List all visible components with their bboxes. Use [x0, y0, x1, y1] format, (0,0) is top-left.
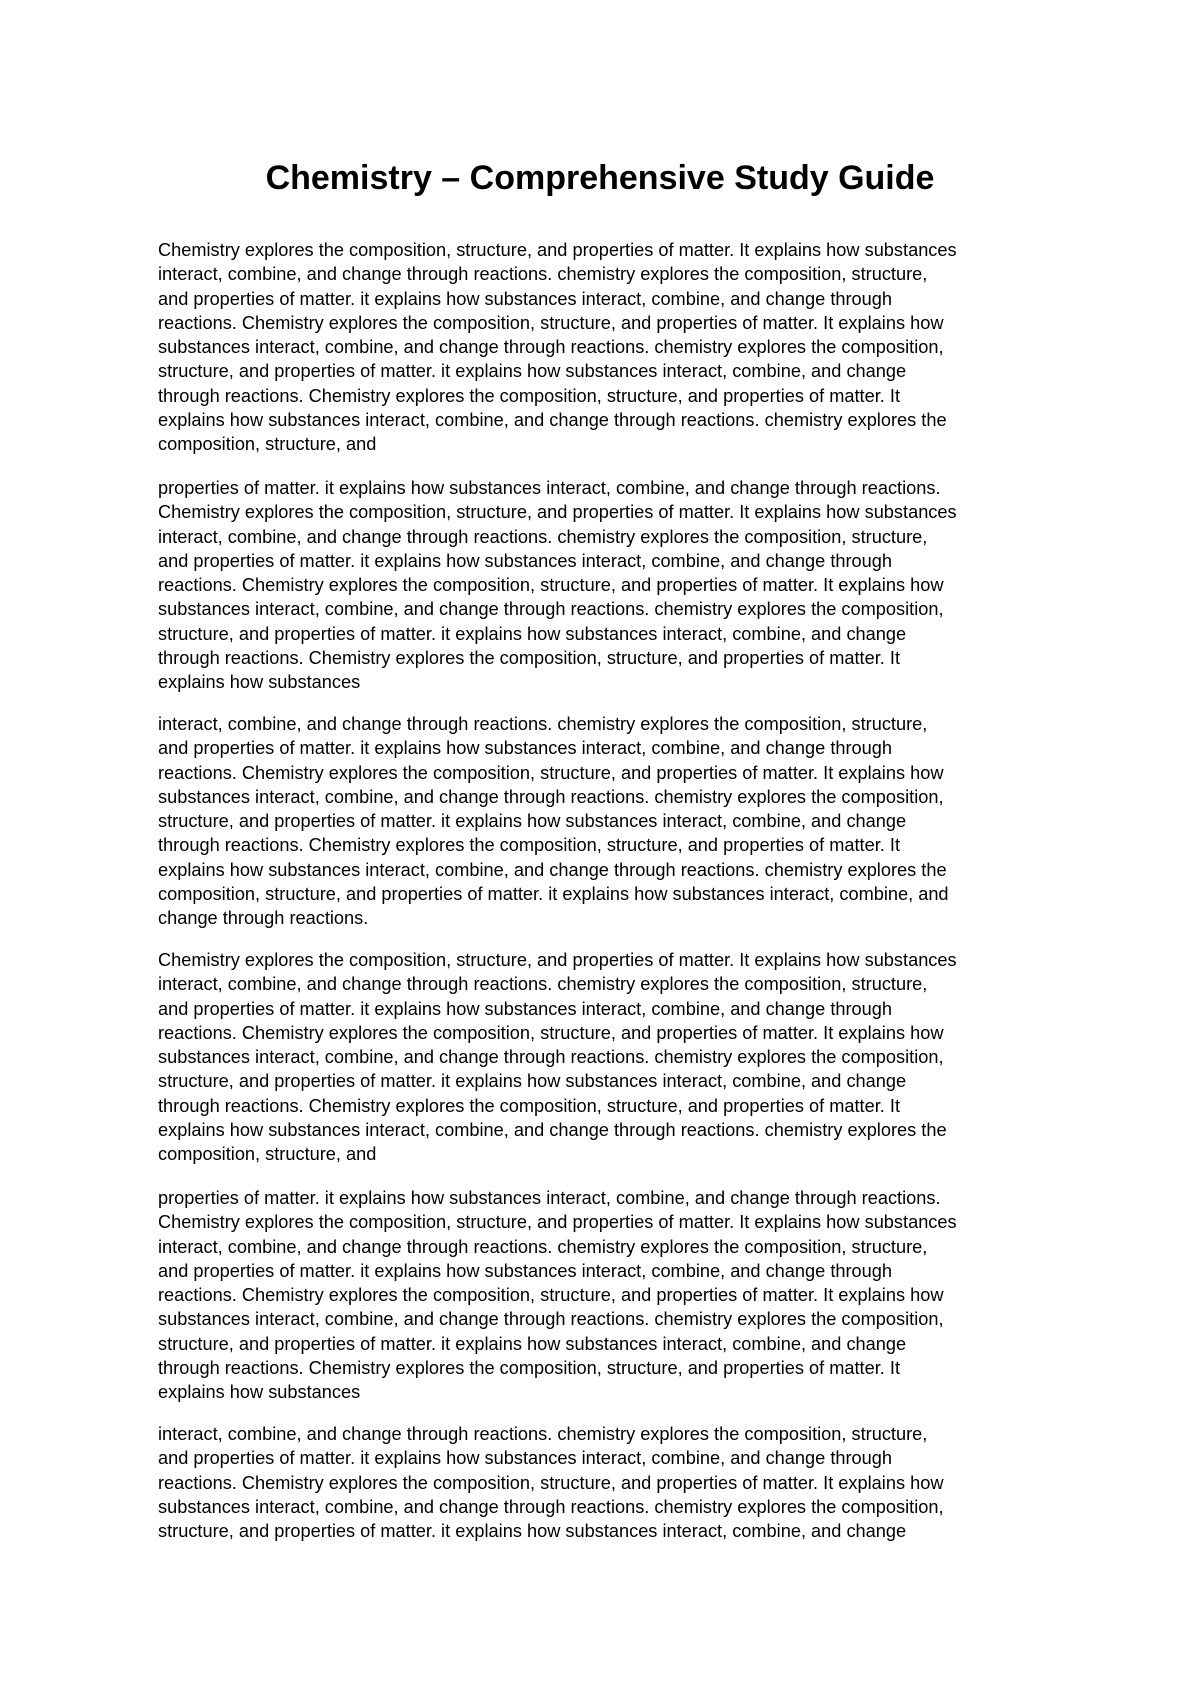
paragraph-line: and properties of matter. it explains how substances interact, combine, and change through [158, 998, 892, 1019]
paragraph-line: through reactions. Chemistry explores the composition, structure, and properties of matter. It [158, 385, 900, 406]
paragraph-line: composition, structure, and [158, 434, 377, 455]
paragraph-line: Chemistry explores the composition, structure, and properties of matter. It explains how substances [158, 240, 957, 260]
paragraph-line: substances interact, combine, and change through reactions. chemistry explores the composition, [158, 337, 944, 358]
paragraph-line: composition, structure, and properties of matter. it explains how substances interact, combine, and [158, 884, 949, 905]
paragraph-6 [158, 1422, 1058, 1543]
paragraph-line: through reactions. Chemistry explores the composition, structure, and properties of matter. It [158, 835, 900, 856]
paragraph-line: reactions. Chemistry explores the composition, structure, and properties of matter. It explains how [158, 1022, 944, 1043]
paragraph-line: reactions. Chemistry explores the composition, structure, and properties of matter. It explains how [158, 312, 944, 333]
paragraph-5 [158, 1186, 1058, 1405]
paragraph-line: properties of matter. it explains how substances interact, combine, and change through reactions. [158, 478, 941, 498]
paragraph-line: and properties of matter. it explains how substances interact, combine, and change through [158, 738, 892, 759]
paragraph-line: explains how substances [158, 672, 361, 693]
paragraph-line: structure, and properties of matter. it explains how substances interact, combine, and change [158, 1333, 907, 1354]
paragraph-line: properties of matter. it explains how substances interact, combine, and change through reactions. [158, 1188, 941, 1208]
paragraph-1 [158, 238, 1058, 457]
paragraph-line: reactions. Chemistry explores the composition, structure, and properties of matter. It explains how [158, 575, 944, 596]
paragraph-line: structure, and properties of matter. it explains how substances interact, combine, and change [158, 811, 907, 832]
paragraph-line: substances interact, combine, and change through reactions. chemistry explores the composition, [158, 1309, 944, 1330]
paragraph-line: and properties of matter. it explains how substances interact, combine, and change through [158, 550, 892, 571]
paragraph-line: interact, combine, and change through reactions. chemistry explores the composition, structure, [158, 714, 928, 734]
paragraph-line: substances interact, combine, and change through reactions. chemistry explores the composition, [158, 1496, 944, 1517]
page-title: Chemistry – Comprehensive Study Guide [265, 159, 935, 197]
paragraph-line: and properties of matter. it explains how substances interact, combine, and change through [158, 1448, 892, 1469]
paragraph-line: interact, combine, and change through reactions. chemistry explores the composition, structure, [158, 974, 928, 995]
paragraph-2 [158, 476, 1058, 695]
paragraph-line: Chemistry explores the composition, structure, and properties of matter. It explains how substances [158, 1212, 957, 1233]
paragraph-line: explains how substances interact, combine, and change through reactions. chemistry explores the [158, 410, 947, 431]
paragraph-line: interact, combine, and change through reactions. chemistry explores the composition, structure, [158, 1236, 928, 1257]
paragraph-line: explains how substances [158, 1382, 361, 1403]
paragraph-line: and properties of matter. it explains how substances interact, combine, and change through [158, 1260, 892, 1281]
paragraph-line: through reactions. Chemistry explores the composition, structure, and properties of matter. It [158, 1095, 900, 1116]
paragraph-line: and properties of matter. it explains how substances interact, combine, and change through [158, 288, 892, 309]
paragraph-line: structure, and properties of matter. it explains how substances interact, combine, and change [158, 361, 907, 382]
paragraph-line: through reactions. Chemistry explores the composition, structure, and properties of matter. It [158, 648, 900, 669]
paragraph-line: substances interact, combine, and change through reactions. chemistry explores the composition, [158, 599, 944, 620]
paragraph-line: interact, combine, and change through reactions. chemistry explores the composition, structure, [158, 1424, 928, 1444]
paragraph-4 [158, 948, 1058, 1167]
paragraph-line: substances interact, combine, and change through reactions. chemistry explores the composition, [158, 1047, 944, 1068]
paragraph-line: through reactions. Chemistry explores the composition, structure, and properties of matter. It [158, 1358, 900, 1379]
paragraph-line: reactions. Chemistry explores the composition, structure, and properties of matter. It explains how [158, 1472, 944, 1493]
paragraph-line: composition, structure, and [158, 1144, 377, 1165]
paragraph-line: Chemistry explores the composition, structure, and properties of matter. It explains how substances [158, 950, 957, 970]
paragraph-line: interact, combine, and change through reactions. chemistry explores the composition, structure, [158, 526, 928, 547]
paragraph-line: structure, and properties of matter. it explains how substances interact, combine, and change [158, 1071, 907, 1092]
paragraph-line: change through reactions. [158, 908, 369, 929]
paragraph-line: Chemistry explores the composition, structure, and properties of matter. It explains how substances [158, 502, 957, 523]
paragraph-3 [158, 712, 1058, 931]
paragraph-line: reactions. Chemistry explores the composition, structure, and properties of matter. It explains how [158, 762, 944, 783]
paragraph-line: substances interact, combine, and change through reactions. chemistry explores the composition, [158, 786, 944, 807]
paragraph-line: explains how substances interact, combine, and change through reactions. chemistry explores the [158, 859, 947, 880]
paragraph-line: explains how substances interact, combine, and change through reactions. chemistry explores the [158, 1120, 947, 1141]
paragraph-line: reactions. Chemistry explores the composition, structure, and properties of matter. It explains how [158, 1285, 944, 1306]
paragraph-line: structure, and properties of matter. it explains how substances interact, combine, and change [158, 623, 907, 644]
paragraph-line: interact, combine, and change through reactions. chemistry explores the composition, structure, [158, 264, 928, 285]
paragraph-line: structure, and properties of matter. it explains how substances interact, combine, and change [158, 1521, 907, 1542]
